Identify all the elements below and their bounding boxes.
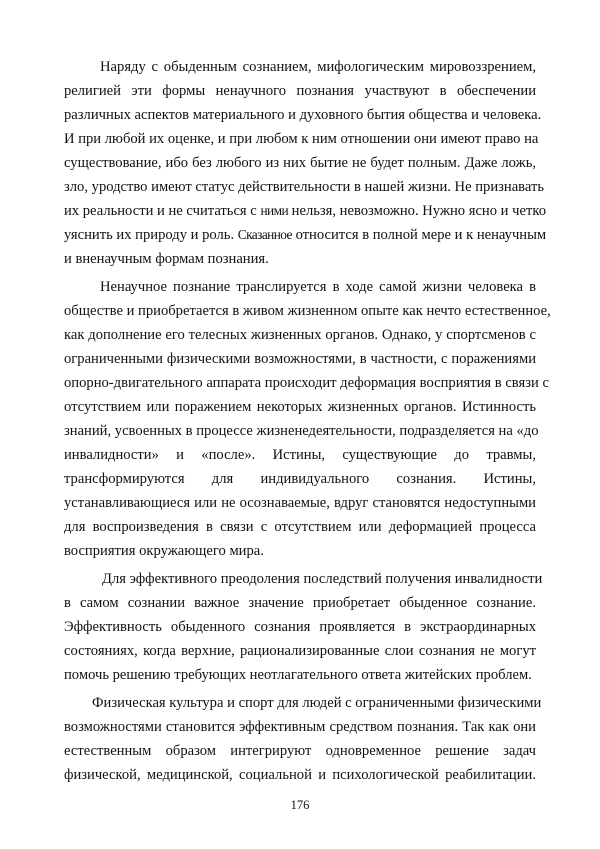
text-line: И при любой их оценке, и при любом к ним отношении они имеют право на (64, 131, 539, 147)
text-line: знаний, усвоенных в процессе жизненедеятельности, подразделяется на «до (64, 423, 539, 439)
text-line: устанавливающиеся или не осознаваемые, вдруг становятся недоступными (64, 495, 536, 511)
text-line: существование, ибо без любого из них бытие не будет полным. Даже ложь, (64, 155, 536, 171)
text-line: помочь решению требующих неотлагательного ответа житейских проблем. (64, 667, 532, 683)
text-segment: уяснить их природу и роль. (64, 227, 235, 243)
text-line: опорно-двигательного аппарата происходит деформация восприятия в связи с (64, 375, 549, 391)
text-line: Эффективность обыденного сознания проявляется в экстраординарных (64, 619, 536, 635)
text-line: обществе и приобретается в живом жизненном опыте как нечто естественное, (64, 303, 551, 319)
text-line: состояниях, когда верхние, рационализированные слои сознания не могут (64, 643, 536, 659)
text-line: инвалидности» и «после». Истины, существующие до травмы, (64, 447, 536, 463)
text-line: различных аспектов материального и духовного бытия общества и человека. (64, 107, 542, 123)
text-segment: Сказанное (237, 227, 292, 242)
text-line: восприятия окружающего мира. (64, 543, 264, 559)
text-line: религией эти формы ненаучного познания участвуют в обеспечении (64, 83, 536, 99)
text-line: возможностями становится эффективным средством познания. Так как они (64, 719, 536, 735)
text-line: трансформируются для индивидуального сознания. Истины, (64, 471, 536, 487)
text-line: Для эффективного преодоления последствий получения инвалидности (102, 571, 543, 587)
text-line: Ненаучное познание транслируется в ходе самой жизни человека в (100, 279, 536, 295)
text-line: отсутствием или поражением некоторых жизненных органов. Истинность (64, 399, 536, 415)
text-segment: их реальности и не считаться с (64, 203, 257, 219)
text-line: в самом сознании важное значение приобретает обыденное сознание. (64, 595, 536, 611)
text-line: зло, уродство имеют статус действительности в нашей жизни. Не признавать (64, 179, 545, 195)
text-line: и вненаучным формам познания. (64, 251, 269, 267)
text-line (64, 200, 546, 222)
text-line (64, 224, 547, 246)
text-line: Физическая культура и спорт для людей с ограниченными физическими (92, 695, 542, 711)
text-line: ограниченными физическими возможностями, в частности, с поражениями (64, 351, 536, 367)
text-line: для воспроизведения в связи с отсутствием или деформацией процесса (64, 519, 536, 535)
text-segment: относится в полной мере и к ненаучным (295, 227, 547, 243)
text-segment: ними (260, 203, 289, 218)
text-line: как дополнение его телесных жизненных органов. Однако, у спортсменов с (64, 327, 536, 343)
text-line: Наряду с обыденным сознанием, мифологическим мировоззрением, (100, 59, 536, 75)
page-number: 176 (290, 798, 310, 812)
text-line: естественным образом интегрируют одновременное решение задач (64, 743, 536, 759)
text-line: физической, медицинской, социальной и психологической реабилитации. (64, 767, 536, 783)
text-segment: нельзя, невозможно. Нужно ясно и четко (291, 203, 546, 219)
